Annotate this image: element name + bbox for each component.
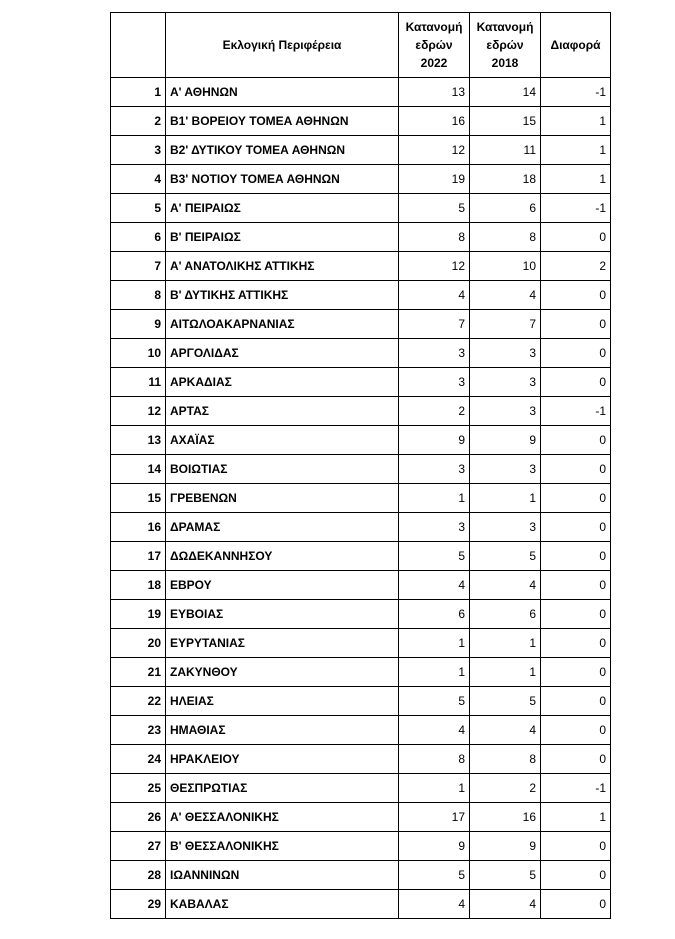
row-number: 1 [111,78,166,107]
region-name: ΕΥΡΥΤΑΝΙΑΣ [166,629,399,658]
seat-difference: 0 [541,513,611,542]
seats-2018: 1 [470,658,541,687]
seats-2018: 4 [470,571,541,600]
seats-2022: 12 [399,136,470,165]
region-name: Β1' ΒΟΡΕΙΟΥ ΤΟΜΕΑ ΑΘΗΝΩΝ [166,107,399,136]
table-row [111,194,611,223]
seats-2022: 3 [399,339,470,368]
row-number: 13 [111,426,166,455]
seats-2022: 8 [399,223,470,252]
table-row [111,803,611,832]
row-number: 28 [111,861,166,890]
region-name: Β' ΠΕΙΡΑΙΩΣ [166,223,399,252]
seats-2018: 3 [470,513,541,542]
seats-2018: 8 [470,745,541,774]
table-row [111,745,611,774]
seats-2018: 6 [470,600,541,629]
table-row [111,890,611,919]
seat-difference: -1 [541,78,611,107]
table-row [111,484,611,513]
seat-difference: 0 [541,542,611,571]
region-name: ΑΡΚΑΔΙΑΣ [166,368,399,397]
table-row [111,107,611,136]
region-name: ΑΧΑΪΑΣ [166,426,399,455]
seat-difference: 1 [541,136,611,165]
seats-2018: 2 [470,774,541,803]
table-row [111,339,611,368]
row-number: 15 [111,484,166,513]
region-name: Α' ΘΕΣΣΑΛΟΝΙΚΗΣ [166,803,399,832]
seat-difference: 1 [541,107,611,136]
seats-2018: 5 [470,542,541,571]
seat-difference: 0 [541,426,611,455]
seat-difference: -1 [541,194,611,223]
seats-2022: 19 [399,165,470,194]
row-number: 14 [111,455,166,484]
region-name: ΓΡΕΒΕΝΩΝ [166,484,399,513]
seat-difference: 0 [541,455,611,484]
row-number: 17 [111,542,166,571]
table-row [111,78,611,107]
seats-2022: 5 [399,687,470,716]
header-difference: Διαφορά [541,13,611,78]
seats-2018: 3 [470,368,541,397]
seats-2022: 4 [399,890,470,919]
seats-2022: 5 [399,194,470,223]
seat-difference: 0 [541,310,611,339]
seats-2022: 5 [399,861,470,890]
seats-2018: 3 [470,339,541,368]
seat-difference: 0 [541,629,611,658]
row-number: 12 [111,397,166,426]
seat-difference: 1 [541,803,611,832]
seat-difference: 0 [541,484,611,513]
seat-difference: 0 [541,281,611,310]
header-number [111,13,166,78]
table-row [111,600,611,629]
region-name: ΘΕΣΠΡΩΤΙΑΣ [166,774,399,803]
region-name: ΔΡΑΜΑΣ [166,513,399,542]
seat-difference: 0 [541,600,611,629]
seats-2018: 16 [470,803,541,832]
seats-2022: 5 [399,542,470,571]
seat-difference: 0 [541,658,611,687]
region-name: ΑΡΤΑΣ [166,397,399,426]
row-number: 9 [111,310,166,339]
seat-difference: 0 [541,687,611,716]
header-seats-2018: Κατανομή εδρών 2018 [470,13,541,78]
header-seats-2022: Κατανομή εδρών 2022 [399,13,470,78]
region-name: Α' ΠΕΙΡΑΙΩΣ [166,194,399,223]
row-number: 16 [111,513,166,542]
table-row [111,223,611,252]
region-name: ΑΡΓΟΛΙΔΑΣ [166,339,399,368]
seats-2018: 5 [470,687,541,716]
seats-2022: 9 [399,426,470,455]
seats-2018: 4 [470,281,541,310]
seat-difference: 0 [541,339,611,368]
row-number: 6 [111,223,166,252]
region-name: ΑΙΤΩΛΟΑΚΑΡΝΑΝΙΑΣ [166,310,399,339]
seats-2018: 4 [470,716,541,745]
row-number: 20 [111,629,166,658]
row-number: 26 [111,803,166,832]
region-name: ΙΩΑΝΝΙΝΩΝ [166,861,399,890]
region-name: ΒΟΙΩΤΙΑΣ [166,455,399,484]
seats-2018: 4 [470,890,541,919]
region-name: ΕΒΡΟΥ [166,571,399,600]
row-number: 29 [111,890,166,919]
row-number: 18 [111,571,166,600]
seats-2022: 16 [399,107,470,136]
seats-2022: 1 [399,658,470,687]
table-row [111,571,611,600]
seats-2022: 1 [399,774,470,803]
table-row [111,281,611,310]
seats-2018: 8 [470,223,541,252]
seat-difference: 0 [541,861,611,890]
seat-difference: -1 [541,397,611,426]
seats-2018: 7 [470,310,541,339]
seat-difference: 0 [541,368,611,397]
seats-2022: 13 [399,78,470,107]
row-number: 22 [111,687,166,716]
seats-2018: 9 [470,832,541,861]
row-number: 21 [111,658,166,687]
seats-2018: 10 [470,252,541,281]
seats-2022: 2 [399,397,470,426]
seat-allocation-table [110,12,611,919]
row-number: 11 [111,368,166,397]
table-row [111,832,611,861]
seats-2022: 3 [399,455,470,484]
seats-2022: 6 [399,600,470,629]
seat-difference: 2 [541,252,611,281]
seat-difference: 0 [541,716,611,745]
table-row [111,397,611,426]
region-name: ΗΡΑΚΛΕΙΟΥ [166,745,399,774]
seat-difference: 0 [541,571,611,600]
header-region: Εκλογική Περιφέρεια [166,13,399,78]
seats-2022: 3 [399,513,470,542]
seats-2022: 12 [399,252,470,281]
region-name: ΚΑΒΑΛΑΣ [166,890,399,919]
table-row [111,687,611,716]
table-row [111,136,611,165]
seat-difference: 0 [541,890,611,919]
row-number: 27 [111,832,166,861]
row-number: 7 [111,252,166,281]
seats-2022: 8 [399,745,470,774]
table-row [111,658,611,687]
region-name: Β' ΘΕΣΣΑΛΟΝΙΚΗΣ [166,832,399,861]
region-name: ΕΥΒΟΙΑΣ [166,600,399,629]
table-row [111,426,611,455]
table-header-row [111,13,611,78]
seat-difference: -1 [541,774,611,803]
region-name: Β3' ΝΟΤΙΟΥ ΤΟΜΕΑ ΑΘΗΝΩΝ [166,165,399,194]
region-name: Α' ΑΘΗΝΩΝ [166,78,399,107]
seats-2018: 6 [470,194,541,223]
seat-difference: 1 [541,165,611,194]
table-row [111,542,611,571]
region-name: ΖΑΚΥΝΘΟΥ [166,658,399,687]
row-number: 23 [111,716,166,745]
region-name: ΗΛΕΙΑΣ [166,687,399,716]
row-number: 25 [111,774,166,803]
table-row [111,513,611,542]
seats-2022: 9 [399,832,470,861]
region-name: ΗΜΑΘΙΑΣ [166,716,399,745]
seats-2018: 9 [470,426,541,455]
row-number: 2 [111,107,166,136]
row-number: 8 [111,281,166,310]
seat-difference: 0 [541,223,611,252]
table-row [111,861,611,890]
table-body [111,78,611,919]
seat-difference: 0 [541,745,611,774]
seats-2022: 4 [399,571,470,600]
row-number: 10 [111,339,166,368]
table-row [111,252,611,281]
seats-2022: 1 [399,629,470,658]
table-row [111,455,611,484]
row-number: 24 [111,745,166,774]
row-number: 19 [111,600,166,629]
seats-2018: 15 [470,107,541,136]
seats-2022: 17 [399,803,470,832]
row-number: 3 [111,136,166,165]
row-number: 5 [111,194,166,223]
seats-2022: 7 [399,310,470,339]
seats-2022: 4 [399,716,470,745]
seats-2022: 1 [399,484,470,513]
region-name: Β2' ΔΥΤΙΚΟΥ ΤΟΜΕΑ ΑΘΗΝΩΝ [166,136,399,165]
table-row [111,165,611,194]
seats-2018: 11 [470,136,541,165]
row-number: 4 [111,165,166,194]
seats-2018: 3 [470,397,541,426]
table-row [111,368,611,397]
seats-2022: 3 [399,368,470,397]
seats-2018: 1 [470,484,541,513]
region-name: ΔΩΔΕΚΑΝΝΗΣΟΥ [166,542,399,571]
region-name: Α' ΑΝΑΤΟΛΙΚΗΣ ΑΤΤΙΚΗΣ [166,252,399,281]
seats-2018: 5 [470,861,541,890]
table-row [111,629,611,658]
seats-2018: 18 [470,165,541,194]
seats-2018: 1 [470,629,541,658]
table-row [111,774,611,803]
table-row [111,310,611,339]
seats-2018: 14 [470,78,541,107]
seats-2022: 4 [399,281,470,310]
table-row [111,716,611,745]
seat-difference: 0 [541,832,611,861]
seats-2018: 3 [470,455,541,484]
region-name: Β' ΔΥΤΙΚΗΣ ΑΤΤΙΚΗΣ [166,281,399,310]
